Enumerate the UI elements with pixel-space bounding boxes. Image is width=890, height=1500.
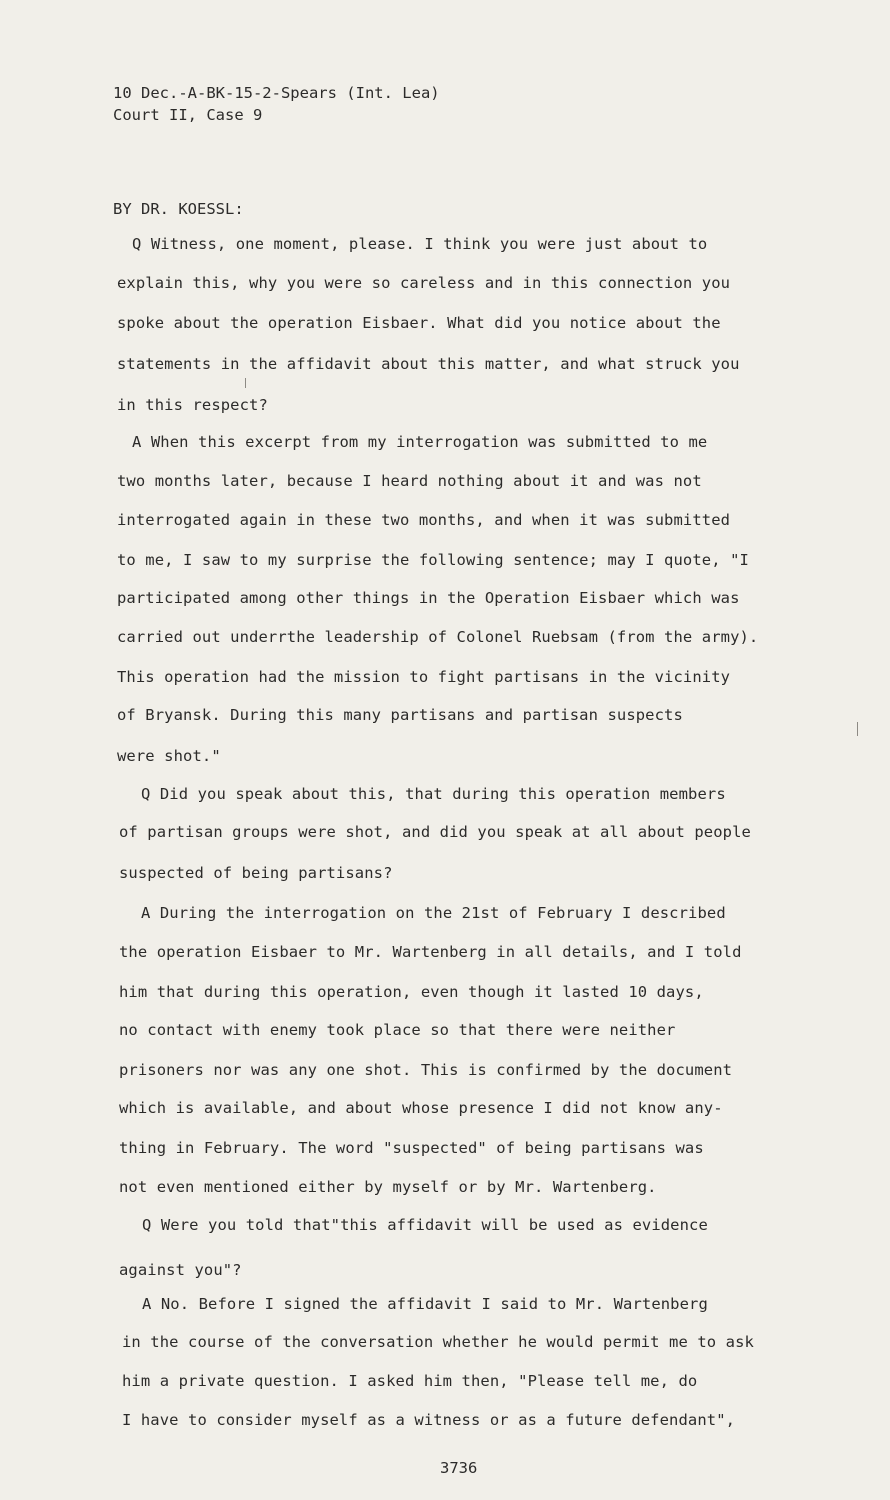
text-line: in the course of the conversation whether he would permit me to ask [122, 1333, 754, 1351]
text-line: A No. Before I signed the affidavit I said to Mr. Wartenberg [142, 1295, 708, 1313]
text-line: of Bryansk. During this many partisans and partisan suspects [117, 706, 683, 724]
text-line: of partisan groups were shot, and did you speak at all about people [119, 823, 751, 841]
header-session-line: 10 Dec.-A-BK-15-2-Spears (Int. Lea) [113, 84, 440, 102]
text-line: statements in the affidavit about this matter, and what struck you [117, 355, 740, 373]
text-line: A During the interrogation on the 21st of February I described [141, 904, 726, 922]
text-line: two months later, because I heard nothing about it and was not [117, 472, 702, 490]
text-line: him that during this operation, even though it lasted 10 days, [119, 983, 704, 1001]
margin-mark [857, 722, 858, 736]
text-line: to me, I saw to my surprise the following sentence; may I quote, "I [117, 551, 749, 569]
text-line: suspected of being partisans? [119, 864, 393, 882]
text-line: were shot." [117, 747, 221, 765]
text-line: participated among other things in the Operation Eisbaer which was [117, 589, 740, 607]
header-court-line: Court II, Case 9 [113, 106, 263, 124]
text-line: spoke about the operation Eisbaer. What did you notice about the [117, 314, 721, 332]
examiner-line: BY DR. KOESSL: [113, 200, 244, 218]
text-line: not even mentioned either by myself or by Mr. Wartenberg. [119, 1178, 657, 1196]
text-line: A When this excerpt from my interrogation was submitted to me [132, 433, 708, 451]
text-line: I have to consider myself as a witness or as a future defendant", [122, 1411, 736, 1429]
text-line: prisoners nor was any one shot. This is confirmed by the document [119, 1061, 733, 1079]
text-line: Q Were you told that"this affidavit will be used as evidence [142, 1216, 708, 1234]
stray-mark [245, 378, 246, 388]
text-line: Q Witness, one moment, please. I think you were just about to [132, 235, 708, 253]
text-line: interrogated again in these two months, and when it was submitted [117, 511, 731, 529]
page-number: 3736 [440, 1459, 478, 1477]
text-line: thing in February. The word "suspected" of being partisans was [119, 1139, 704, 1157]
text-line: no contact with enemy took place so that there were neither [119, 1021, 676, 1039]
text-line: explain this, why you were so careless and in this connection you [117, 274, 731, 292]
text-line: carried out underrthe leadership of Colonel Ruebsam (from the army). [117, 628, 759, 646]
text-line: the operation Eisbaer to Mr. Wartenberg in all details, and I told [119, 943, 742, 961]
text-line: in this respect? [117, 396, 268, 414]
text-line: This operation had the mission to fight partisans in the vicinity [117, 668, 731, 686]
text-line: against you"? [119, 1261, 242, 1279]
text-line: him a private question. I asked him then, "Please tell me, do [122, 1372, 698, 1390]
document-header [113, 82, 440, 126]
text-line: Q Did you speak about this, that during this operation members [141, 785, 726, 803]
text-line: which is available, and about whose presence I did not know any- [119, 1099, 723, 1117]
